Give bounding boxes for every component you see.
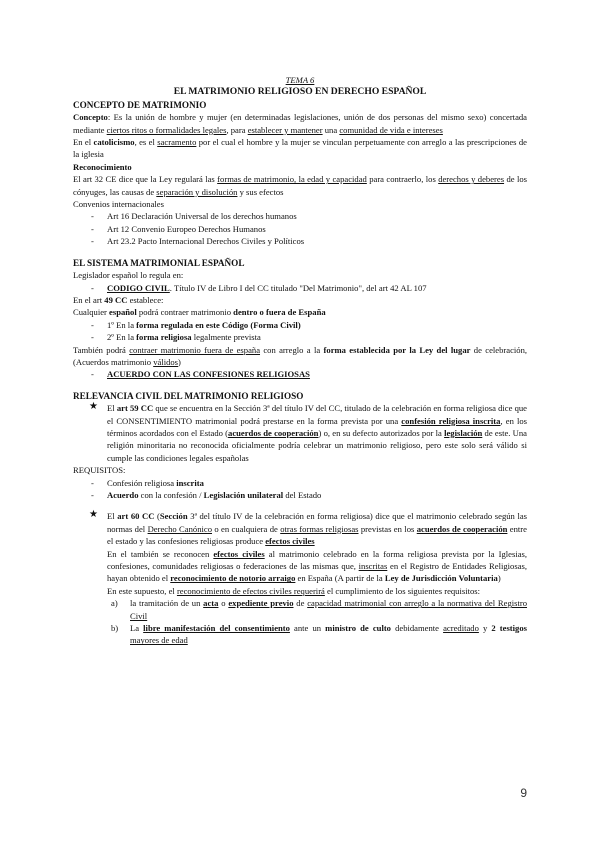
list-item-art59: ★ El art 59 CC que se encuentra en la Sección 3ª del título IV del CC, titulado de la celebración en forma religiosa dice que el CONSENTIMIENTO matrimonial podrá prestarse en la forma prevista por una confesión religiosa inscrita, en los términos acordados con el Estado (acuerdos de cooperación) o, en su defecto autorizados por la legislación de este. Una religión minoritaria no reconocida oficialmente podría celebrar un matrimonio religioso, pero este solo será válido si cumple las condiciones legales españolas xyxy=(89,401,528,463)
list-item-convenio: - Art 16 Declaración Universal de los derechos humanos xyxy=(91,211,297,222)
paragraph-catolicismo: En el catolicismo, es el sacramento por el cual el hombre y la mujer se vinculan perpetuamente con arreglo a las prescripciones de la iglesia xyxy=(73,137,527,160)
paragraph-tambien-fuera: También podrá contraer matrimonio fuera de españa con arreglo a la forma establecida por la Ley del lugar de celebración, (Acuerdos matrimonio válidos) xyxy=(73,344,528,367)
list-item-codigo: - CODIGO CIVIL. Título IV de Libro I del CC titulado "Del Matrimonio", del art 42 AL 107 xyxy=(91,282,427,293)
label-convenios: Convenios internacionales xyxy=(73,199,164,210)
dash-bullet: - xyxy=(91,332,94,343)
list-item-requisito: - Confesión religiosa inscrita xyxy=(91,477,204,488)
paragraph-art49: En el art 49 CC establece: xyxy=(73,294,164,305)
dash-bullet: - xyxy=(91,236,94,247)
paragraph-concepto: Concepto: Es la unión de hombre y mujer (en determinadas legislaciones, unión de dos personas del mismo sexo) concertada mediante ciertos ritos o formalidades legales, para establecer y mantener una comunidad de vida e intereses xyxy=(73,112,527,135)
list-item-requisito: - Acuerdo con la confesión / Legislación unilateral del Estado xyxy=(91,490,322,500)
dash-bullet: - xyxy=(91,369,94,380)
section-heading-relevancia: RELEVANCIA CIVIL DEL MATRIMONIO RELIGIOSO xyxy=(73,390,304,401)
list-item-forma-religiosa: - 2º En la forma religiosa legalmente prevista xyxy=(91,332,261,343)
section-heading-sistema: EL SISTEMA MATRIMONIAL ESPAÑOL xyxy=(73,257,245,268)
star-bullet-icon: ★ xyxy=(89,401,98,413)
dash-bullet: - xyxy=(91,211,94,222)
list-item-art60: ★ El art 60 CC (Sección 3ª del título IV de la celebración en forma religiosa) dice que el matrimonio celebrado según las normas del Derecho Canónico o en cualquiera de otras formas religiosas previstas en los acuerdos de cooperación entre el estado y las confesiones religiosas produce efectos civiles xyxy=(89,509,528,547)
dash-bullet: - xyxy=(91,477,94,488)
page-number: 9 xyxy=(520,786,527,800)
paragraph-cualquier: Cualquier español podrá contraer matrimonio dentro o fuera de España xyxy=(73,307,326,318)
document-title: EL MATRIMONIO RELIGIOSO EN DERECHO ESPAÑOL xyxy=(173,86,427,98)
tema-header: TEMA 6 xyxy=(285,75,315,85)
list-item-convenio: - Art 23.2 Pacto Internacional Derechos Civiles y Políticos xyxy=(91,236,305,247)
dash-bullet: - xyxy=(91,282,94,293)
dash-bullet: - xyxy=(91,319,94,330)
dash-bullet: - xyxy=(91,223,94,234)
label-reconocimiento: Reconocimiento xyxy=(73,161,132,172)
list-item-requisito-b: b) La libre manifestación del consentimiento ante un ministro de culto debidamente acreditado y 2 testigos mayores de edad xyxy=(111,623,527,646)
label-requisitos: REQUISITOS: xyxy=(73,465,126,476)
star-bullet-icon: ★ xyxy=(89,509,98,521)
paragraph-supuesto: En este supuesto, el reconocimiento de efectos civiles requerirá el cumplimiento de los siguientes requisitos: xyxy=(107,585,481,596)
paragraph-notorio-arraigo: En el también se reconocen efectos civiles al matrimonio celebrado en la forma religiosa prevista por la Iglesias, confesiones, comunidades religiosas o federaciones de las mismas que, inscritas en el Registro de Entidades Religiosas, hayan obtenido el reconocimiento de notorio arraigo en España (A partir de la Ley de Jurisdicción Voluntaria) xyxy=(107,548,528,584)
section-heading-concepto: CONCEPTO DE MATRIMONIO xyxy=(73,99,207,110)
list-item-acuerdo: - ACUERDO CON LAS CONFESIONES RELIGIOSAS xyxy=(91,369,310,380)
list-item-convenio: - Art 12 Convenio Europeo Derechos Humanos xyxy=(91,223,266,234)
list-item-requisito-a: a) la tramitación de un acta o expediente previo de capacidad matrimonial con arreglo a la normativa del Registro Civil xyxy=(111,598,528,621)
document-page xyxy=(73,74,527,647)
paragraph-legislador: Legislador español lo regula en: xyxy=(73,270,184,281)
list-item-forma-civil: - 1º En la forma regulada en este Código (Forma Civil) xyxy=(91,319,301,330)
dash-bullet: - xyxy=(91,490,94,500)
paragraph-art32: El art 32 CE dice que la Ley regulará las formas de matrimonio, la edad y capacidad para contraerlo, los derechos y deberes de los cónyuges, las causas de separación y disolución y sus efectos xyxy=(73,174,527,197)
